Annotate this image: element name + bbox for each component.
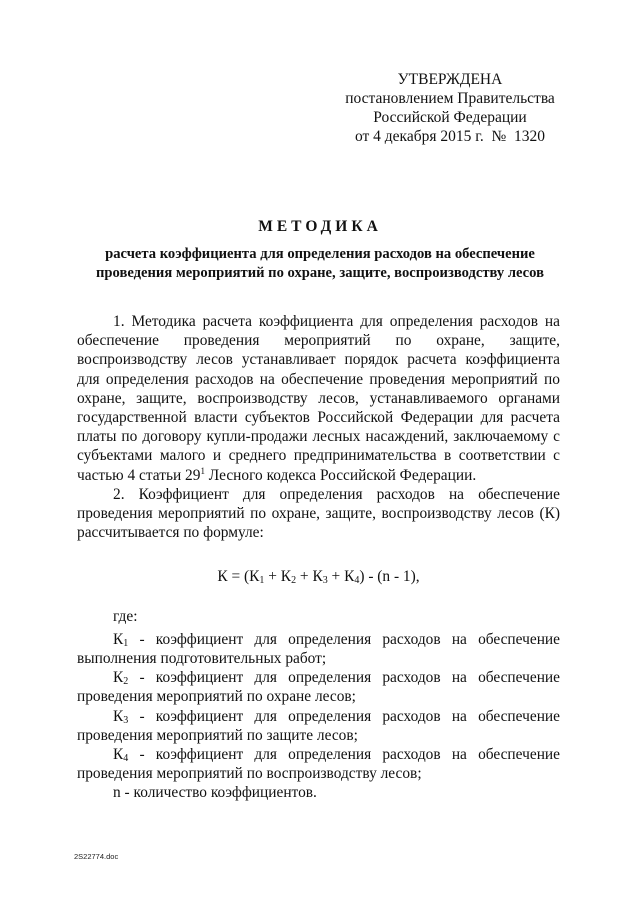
formula-sub: 3 xyxy=(322,575,328,587)
subtitle-line-2: проведения мероприятий по охране, защите, воспроизводству лесов xyxy=(96,265,544,281)
formula-part: К = (К xyxy=(217,568,260,586)
paragraph-1 xyxy=(77,312,560,485)
formula xyxy=(77,567,560,586)
file-name-footer: 2S22774.doc xyxy=(74,852,119,861)
definition-k1 xyxy=(77,630,560,668)
definition-text: - коэффициент для определения расходов на обеспечение выполнения подготовительных работ; xyxy=(77,630,560,668)
definition-sub: 1 xyxy=(123,637,129,649)
document-subtitle xyxy=(70,245,570,283)
paragraph-1-text: 1. Методика расчета коэффициента для определения расходов на обеспечение проведения мероприятий по охране, защите, воспроизводству лесов устанавливает порядок расчета коэффициента для определения расходов на обеспечение проведения мероприятий по охране, защите, воспроизводству лесов, устанавливаемого органами государственной власти субъектов Российской Федерации для расчета платы по договору купли-продажи лесных насаждений, заключаемому с субъектами малого и среднего предпринимательства в соответствии с частью 4 статьи 29 xyxy=(77,313,560,484)
subtitle-line-1: расчета коэффициента для определения расходов на обеспечение xyxy=(105,246,535,262)
formula-sub: 4 xyxy=(354,575,360,587)
formula-part: + К xyxy=(327,568,355,586)
paragraph-2: 2. Коэффициент для определения расходов на обеспечение проведения мероприятий по охране, защите, воспроизводству лесов (К) рассчитывается по формуле: xyxy=(77,485,560,542)
definition-n: n - количество коэффициентов. xyxy=(113,784,317,802)
approval-block xyxy=(340,70,560,146)
approval-line-2: постановлением Правительства xyxy=(345,90,555,107)
definition-text: - коэффициент для определения расходов на обеспечение проведения мероприятий по охране лесов; xyxy=(77,669,560,706)
footnote-superscript: 1 xyxy=(200,465,205,476)
formula-sub: 1 xyxy=(259,575,265,587)
definition-sub: 2 xyxy=(123,676,129,688)
formula-sub: 2 xyxy=(291,575,297,587)
definition-k2 xyxy=(77,668,560,706)
definition-symbol: К xyxy=(113,630,124,648)
document-title: МЕТОДИКА xyxy=(258,218,382,235)
formula-part: ) - (n - 1), xyxy=(359,568,420,586)
approval-date: от 4 декабря 2015 г. № 1320 xyxy=(354,128,546,145)
definition-symbol: К xyxy=(113,746,124,764)
where-label: где: xyxy=(113,607,138,625)
formula-part: + К xyxy=(296,568,323,586)
paragraph-1-tail: Лесного кодекса Российской Федерации. xyxy=(204,466,477,484)
definition-text: - коэффициент для определения расходов на обеспечение проведения мероприятий по защите лесов; xyxy=(77,707,560,744)
definition-sub: 4 xyxy=(123,753,129,765)
definition-symbol: К xyxy=(113,707,124,725)
approval-heading: УТВЕРЖДЕНА xyxy=(397,71,503,88)
document-body xyxy=(77,312,560,803)
definition-k4 xyxy=(77,745,560,783)
definition-symbol: К xyxy=(113,669,124,687)
definition-sub: 3 xyxy=(123,714,129,726)
formula-part: + К xyxy=(264,568,292,586)
approval-line-3: Российской Федерации xyxy=(373,109,527,126)
definition-text: - коэффициент для определения расходов на обеспечение проведения мероприятий по воспроизводству лесов; xyxy=(77,746,560,783)
definition-k3 xyxy=(77,707,560,745)
